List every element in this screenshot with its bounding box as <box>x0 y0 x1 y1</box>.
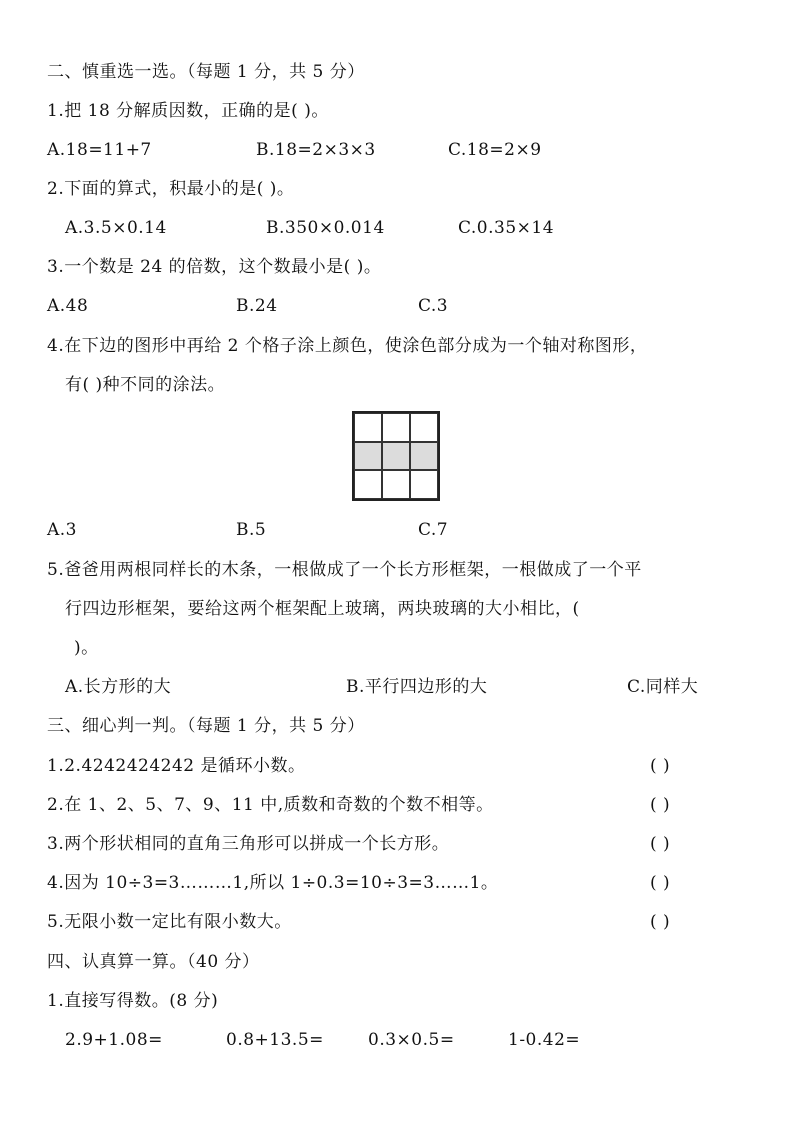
question-5-stem-line3: )。 <box>74 638 99 658</box>
question-5-option-c: C.同样大 <box>627 677 699 697</box>
judge-item-4: 4.因为 10÷3=3………1,所以 1÷0.3=10÷3=3……1。 <box>47 873 499 893</box>
grid-cell <box>410 470 438 499</box>
question-2-option-a: A.3.5×0.14 <box>65 218 167 238</box>
question-5-option-b: B.平行四边形的大 <box>346 677 488 697</box>
question-4-option-c: C.7 <box>418 520 449 540</box>
calc-item-2: 0.8+13.5= <box>226 1030 324 1050</box>
judge-item-3: 3.两个形状相同的直角三角形可以拼成一个长方形。 <box>47 834 450 854</box>
question-2-option-c: C.0.35×14 <box>458 218 555 238</box>
question-1-option-a: A.18=11+7 <box>47 140 152 160</box>
question-3-option-b: B.24 <box>236 296 278 316</box>
section-title-calc: 四、认真算一算。（40 分） <box>47 952 260 972</box>
judge-item-1: 1.2.4242424242 是循环小数。 <box>47 756 306 776</box>
section-title-judge: 三、细心判一判。（每题 1 分，共 5 分） <box>47 716 365 736</box>
question-4-stem-line1: 4.在下边的图形中再给 2 个格子涂上颜色，使涂色部分成为一个轴对称图形， <box>47 336 648 356</box>
question-5-option-a: A.长方形的大 <box>65 677 172 697</box>
judge-item-2: 2.在 1、2、5、7、9、11 中,质数和奇数的个数不相等。 <box>47 795 494 815</box>
grid-cell <box>410 413 438 442</box>
grid-cell <box>382 442 410 471</box>
judge-answer-blank-4: ( ) <box>650 873 671 893</box>
question-2-stem: 2.下面的算式，积最小的是( )。 <box>47 179 295 199</box>
calc-subsection-1-title: 1.直接写得数。(8 分) <box>47 991 219 1011</box>
question-5-stem-line1: 5.爸爸用两根同样长的木条，一根做成了一个长方形框架，一根做成了一个平 <box>47 560 642 580</box>
question-3-stem: 3.一个数是 24 的倍数，这个数最小是( )。 <box>47 257 382 277</box>
question-2-option-b: B.350×0.014 <box>266 218 385 238</box>
calc-item-1: 2.9+1.08= <box>65 1030 163 1050</box>
question-5-stem-line2: 行四边形框架，要给这两个框架配上玻璃，两块玻璃的大小相比，( <box>65 599 580 619</box>
judge-answer-blank-5: ( ) <box>650 912 671 932</box>
judge-answer-blank-2: ( ) <box>650 795 671 815</box>
grid-cell <box>354 442 382 471</box>
question-4-option-a: A.3 <box>47 520 77 540</box>
question-3-option-a: A.48 <box>47 296 89 316</box>
calc-item-4: 1-0.42= <box>508 1030 581 1050</box>
calc-item-3: 0.3×0.5= <box>368 1030 455 1050</box>
grid-cell <box>382 470 410 499</box>
grid-cell <box>354 413 382 442</box>
question-4-option-b: B.5 <box>236 520 267 540</box>
symmetry-grid-figure <box>352 411 440 501</box>
question-1-option-c: C.18=2×9 <box>448 140 542 160</box>
judge-answer-blank-3: ( ) <box>650 834 671 854</box>
question-3-option-c: C.3 <box>418 296 449 316</box>
grid-cell <box>354 470 382 499</box>
question-1-option-b: B.18=2×3×3 <box>256 140 376 160</box>
question-1-stem: 1.把 18 分解质因数，正确的是( )。 <box>47 101 329 121</box>
grid-cell <box>382 413 410 442</box>
judge-item-5: 5.无限小数一定比有限小数大。 <box>47 912 292 932</box>
section-title-choice: 二、慎重选一选。（每题 1 分，共 5 分） <box>47 62 365 82</box>
grid-cell <box>410 442 438 471</box>
question-4-stem-line2: 有( )种不同的涂法。 <box>65 375 226 395</box>
judge-answer-blank-1: ( ) <box>650 756 671 776</box>
